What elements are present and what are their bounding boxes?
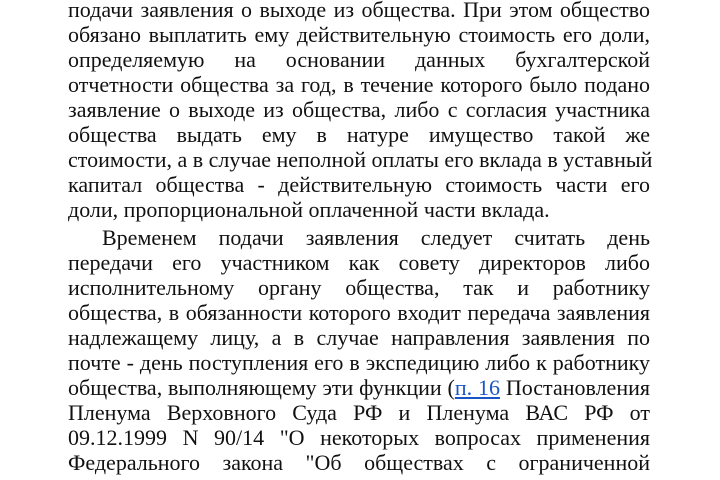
text-segment: общества выдать ему в натуре имущество такой же <box>68 122 650 147</box>
text-line <box>68 425 650 450</box>
text-segment: Временем подачи заявления следует считать день <box>102 225 650 250</box>
text-segment: Постановления <box>500 375 650 400</box>
text-segment: определяемую на основании данных бухгалтерской <box>68 47 650 72</box>
text-line <box>68 300 650 325</box>
text-segment: доли, пропорциональной оплаченной части вклада. <box>68 197 550 222</box>
text-segment: заявление о выходе из общества, либо с согласия участника <box>68 97 650 122</box>
text-line <box>68 97 650 122</box>
text-segment: надлежащему лицу, а в случае направления заявления по <box>68 325 650 350</box>
text-line <box>68 275 650 300</box>
text-segment: отчетности общества за год, в течение которого было подано <box>68 72 650 97</box>
text-line <box>68 375 650 400</box>
text-line <box>68 0 650 22</box>
text-segment: общества, выполняющему эти функции ( <box>68 375 455 400</box>
text-segment: стоимости, а в случае неполной оплаты его вклада в уставный <box>68 147 653 172</box>
text-line <box>68 72 650 97</box>
text-line <box>68 147 653 172</box>
text-segment: 09.12.1999 N 90/14 "О некоторых вопросах применения <box>68 425 650 450</box>
text-line <box>68 450 650 475</box>
text-segment: Федерального закона "Об обществах с ограниченной <box>68 450 650 475</box>
text-line <box>68 197 650 222</box>
text-segment: капитал общества - действительную стоимость части его <box>68 172 650 197</box>
reference-link[interactable]: п. 16 <box>454 375 500 400</box>
text-segment: подачи заявления о выходе из общества. При этом общество <box>68 0 650 22</box>
text-line <box>68 400 650 425</box>
text-line <box>68 250 650 275</box>
text-segment: исполнительному органу общества, так и работнику <box>68 275 650 300</box>
text-line <box>68 350 650 375</box>
text-line <box>68 22 650 47</box>
text-segment: передачи его участником как совету директоров либо <box>68 250 650 275</box>
text-line <box>102 225 650 250</box>
text-line <box>68 122 650 147</box>
text-segment: Пленума Верховного Суда РФ и Пленума ВАС РФ от <box>68 400 650 425</box>
text-segment: общества, в обязанности которого входит передача заявления <box>68 300 650 325</box>
text-segment: обязано выплатить ему действительную стоимость его доли, <box>68 22 650 47</box>
text-line <box>68 325 650 350</box>
text-segment: почте - день поступления его в экспедицию либо к работнику <box>68 350 650 375</box>
text-line <box>68 172 650 197</box>
text-line <box>68 47 650 72</box>
